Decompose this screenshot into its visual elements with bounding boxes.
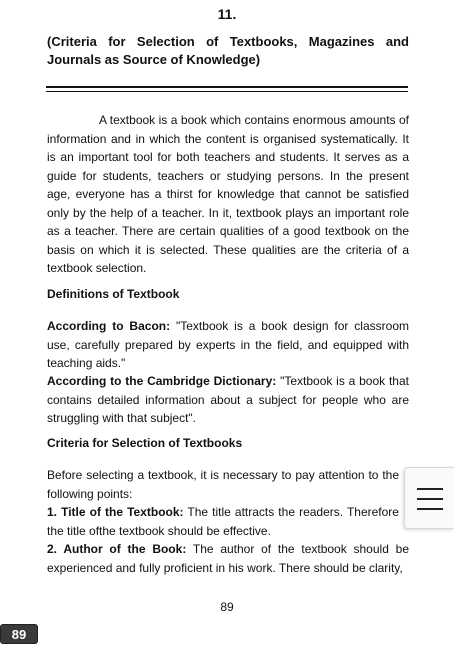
criteria-item-title-text: The title attracts the readers. Therefore the title ofthe textbook should be effective. xyxy=(47,505,399,538)
definition-bacon-text: "Textbook is a book design for classroom use, carefully prepared by experts in the field, and equipped with teaching aids." xyxy=(47,319,409,370)
criteria-item-author-text: The author of the textbook should be experienced and fully proficient in his work. There should be clarity, xyxy=(47,542,409,575)
criteria-item-title xyxy=(47,503,399,540)
criteria-item-author xyxy=(47,540,409,577)
definition-bacon xyxy=(47,317,409,373)
definition-cambridge-text: "Textbook is a book that contains detailed information about a subject for people who are struggling with that subject". xyxy=(47,374,409,425)
criteria-heading: Criteria for Selection of Textbooks xyxy=(47,436,243,450)
title-divider-thin xyxy=(46,91,408,92)
definition-bacon-label: According to Bacon: xyxy=(47,319,171,333)
definition-cambridge-label: According to the Cambridge Dictionary: xyxy=(47,374,277,388)
definition-cambridge xyxy=(47,372,409,428)
page-number: 89 xyxy=(220,600,234,614)
chapter-number: 11. xyxy=(217,6,237,22)
criteria-item-author-label: 2. Author of the Book: xyxy=(47,542,187,556)
definitions-heading: Definitions of Textbook xyxy=(47,287,180,301)
criteria-intro: Before selecting a textbook, it is necessary to pay attention to the following points: xyxy=(47,468,399,501)
title-divider-thick xyxy=(46,86,408,88)
intro-paragraph: A textbook is a book which contains enormous amounts of information and in which the content is organised systematically. It is an important tool for both teachers and students. It serves as a guide for students, teachers or studying persons. In the present age, everyone has a thirst for knowledge that cannot be satisfied only by the help of a teacher. In it, textbook plays an important role as a teacher. There are certain qualities of a good textbook on the basis on which it is selected. These qualities are the criteria of a textbook selection. xyxy=(47,113,409,275)
menu-button[interactable] xyxy=(404,467,454,529)
page-indicator-badge[interactable]: 89 xyxy=(0,624,38,644)
criteria-item-title-label: 1. Title of the Textbook: xyxy=(47,505,184,519)
chapter-title: (Criteria for Selection of Textbooks, Magazines and Journals as Source of Knowledge) xyxy=(47,34,409,67)
